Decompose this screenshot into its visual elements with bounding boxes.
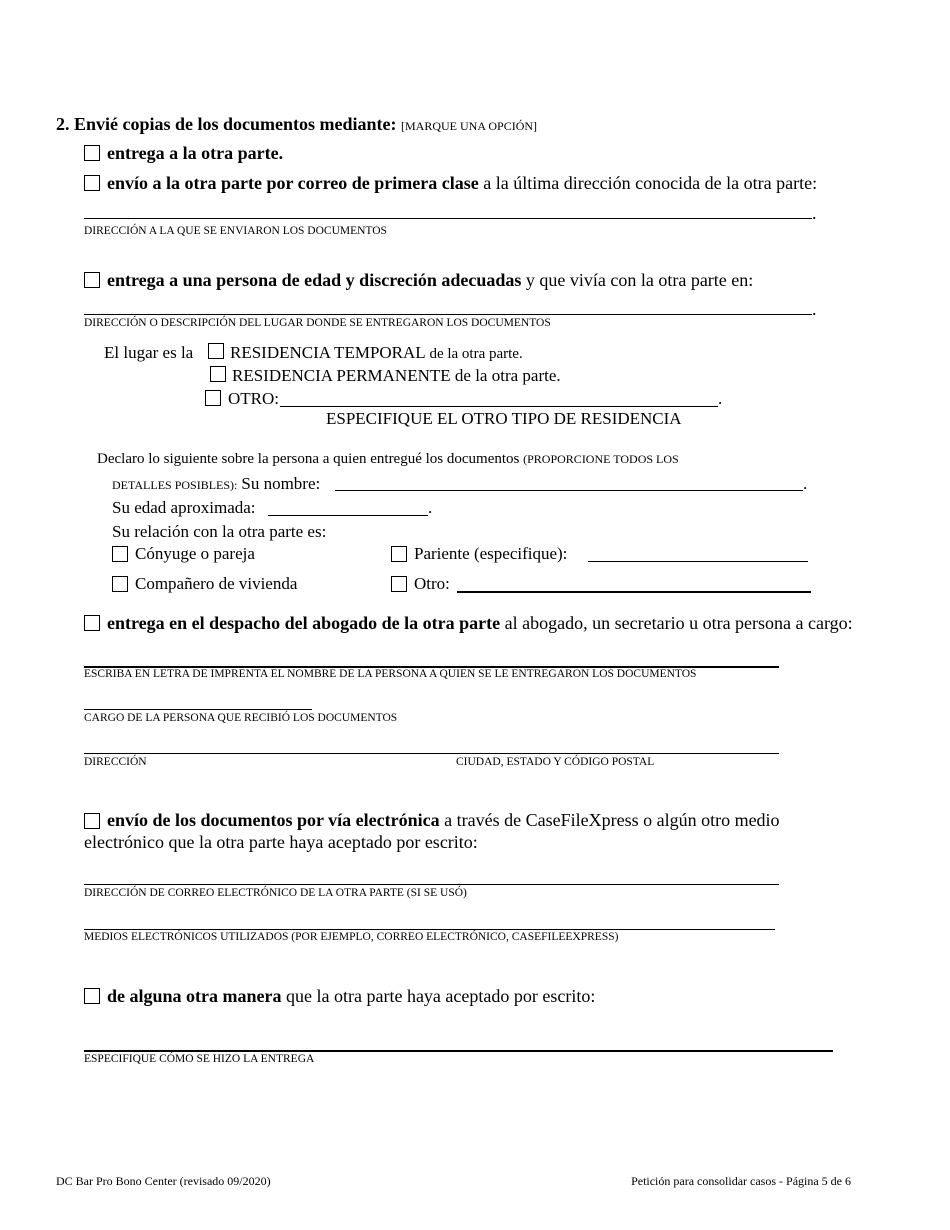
- checkbox-electronic[interactable]: [84, 813, 100, 829]
- declare-main: Declaro lo siguiente sobre la persona a quien entregué los documentos: [97, 451, 520, 467]
- option-other-label: [107, 986, 595, 1007]
- option-other-rest: que la otra parte haya aceptado por escrito:: [281, 986, 596, 1006]
- checkbox-hand-delivery[interactable]: [84, 145, 100, 161]
- temporary-residence-label: [230, 343, 523, 363]
- option-person-bold: entrega a una persona de edad y discreción adecuadas: [107, 270, 522, 290]
- other-residence-label: OTRO:: [228, 389, 279, 408]
- permanent-residence-rest: de la otra parte.: [450, 366, 561, 385]
- person-address-line[interactable]: [84, 314, 812, 315]
- person-address-caption: DIRECCIÓN O DESCRIPCIÓN DEL LUGAR DONDE SE ENTREGARON LOS DOCUMENTOS: [84, 317, 551, 329]
- electronic-means-caption: MEDIOS ELECTRÓNICOS UTILIZADOS (POR EJEMPLO, CORREO ELECTRÓNICO, CASEFILEEXPRESS): [84, 931, 619, 943]
- name-end: .: [803, 474, 808, 493]
- other-residence-end: .: [718, 389, 723, 408]
- attorney-title-caption: CARGO DE LA PERSONA QUE RECIBIÓ LOS DOCUMENTOS: [84, 712, 398, 724]
- checkbox-first-class-mail[interactable]: [84, 175, 100, 191]
- declare-paren-2: DETALLES POSIBLES):: [112, 478, 238, 492]
- declare-text: [97, 451, 679, 468]
- relative-line[interactable]: [588, 561, 808, 562]
- option-attorney-label: [107, 613, 853, 634]
- option-mail-bold: envío a la otra parte por correo de primera clase: [107, 173, 479, 193]
- section-heading: [56, 114, 537, 135]
- age-line[interactable]: [268, 515, 428, 516]
- permanent-residence-caps: RESIDENCIA PERMANENTE: [232, 366, 451, 385]
- electronic-email-caption: DIRECCIÓN DE CORREO ELECTRÓNICO DE LA OTRA PARTE (SI SE USÓ): [84, 887, 467, 899]
- permanent-residence-label: [232, 366, 561, 386]
- roommate-label: Compañero de vivienda: [135, 574, 298, 593]
- section-title: 2. Envié copias de los documentos mediante:: [56, 114, 397, 134]
- mail-line-end: .: [812, 203, 817, 223]
- checkbox-attorney-office[interactable]: [84, 615, 100, 631]
- other-manner-caption: ESPECIFIQUE CÓMO SE HIZO LA ENTREGA: [84, 1053, 315, 1065]
- name-label: Su nombre:: [241, 474, 321, 493]
- option-electronic-rest: a través de CaseFileXpress o algún otro medio: [439, 810, 780, 830]
- relation-other-label: Otro:: [414, 574, 450, 593]
- option-hand-delivery-label: entrega a la otra parte.: [107, 143, 284, 163]
- attorney-address-line[interactable]: [84, 753, 779, 754]
- other-manner-line[interactable]: [84, 1050, 833, 1052]
- temporary-residence-rest: de la otra parte.: [425, 346, 523, 362]
- name-row: [112, 474, 320, 494]
- mail-address-line[interactable]: [84, 218, 812, 219]
- person-line-end: .: [812, 299, 817, 319]
- place-prefix: El lugar es la: [104, 343, 194, 362]
- other-residence-caption: ESPECIFIQUE EL OTRO TIPO DE RESIDENCIA: [326, 409, 682, 428]
- attorney-name-caption: ESCRIBA EN LETRA DE IMPRENTA EL NOMBRE DE LA PERSONA A QUIEN SE LE ENTREGARON LOS DOCUMENTOS: [84, 668, 697, 680]
- option-mail-rest: a la última dirección conocida de la otra parte:: [478, 173, 818, 193]
- relative-label: Pariente (especifique):: [414, 544, 568, 563]
- electronic-email-line[interactable]: [84, 884, 779, 885]
- age-label: Su edad aproximada:: [112, 498, 256, 517]
- attorney-city-caption: CIUDAD, ESTADO Y CÓDIGO POSTAL: [456, 756, 655, 768]
- footer-right: Petición para consolidar casos - Página 5 de 6: [631, 1174, 851, 1188]
- checkbox-spouse[interactable]: [112, 546, 128, 562]
- checkbox-suitable-person[interactable]: [84, 272, 100, 288]
- section-instruction: [MARQUE UNA OPCIÓN]: [401, 119, 538, 133]
- spouse-label: Cónyuge o pareja: [135, 544, 255, 563]
- mail-address-caption: DIRECCIÓN A LA QUE SE ENVIARON LOS DOCUMENTOS: [84, 225, 387, 237]
- footer-left: DC Bar Pro Bono Center (revisado 09/2020): [56, 1174, 271, 1188]
- option-attorney-rest: al abogado, un secretario u otra persona a cargo:: [500, 613, 853, 633]
- checkbox-relation-other[interactable]: [391, 576, 407, 592]
- attorney-title-line[interactable]: [84, 709, 312, 710]
- option-person-rest: y que vivía con la otra parte en:: [521, 270, 754, 290]
- option-electronic-bold: envío de los documentos por vía electrónica: [107, 810, 440, 830]
- option-mail-label: [107, 173, 817, 194]
- option-attorney-bold: entrega en el despacho del abogado de la otra parte: [107, 613, 501, 633]
- checkbox-roommate[interactable]: [112, 576, 128, 592]
- other-residence-line[interactable]: [280, 406, 718, 407]
- checkbox-permanent-residence[interactable]: [210, 366, 226, 382]
- age-end: .: [428, 498, 433, 517]
- checkbox-other-residence[interactable]: [205, 390, 221, 406]
- electronic-means-line[interactable]: [84, 929, 775, 930]
- option-person-label: [107, 270, 753, 291]
- relation-label: Su relación con la otra parte es:: [112, 522, 327, 541]
- relation-other-line[interactable]: [457, 591, 811, 593]
- checkbox-temporary-residence[interactable]: [208, 343, 224, 359]
- checkbox-other-manner[interactable]: [84, 988, 100, 1004]
- attorney-address-caption: DIRECCIÓN: [84, 756, 147, 768]
- declare-paren-1: (PROPORCIONE TODOS LOS: [523, 452, 679, 466]
- checkbox-relative[interactable]: [391, 546, 407, 562]
- option-other-bold: de alguna otra manera: [107, 986, 282, 1006]
- option-electronic-line2: electrónico que la otra parte haya aceptado por escrito:: [84, 832, 478, 852]
- temporary-residence-caps: RESIDENCIA TEMPORAL: [230, 343, 426, 362]
- option-electronic-label: [107, 810, 780, 831]
- name-line[interactable]: [335, 490, 803, 491]
